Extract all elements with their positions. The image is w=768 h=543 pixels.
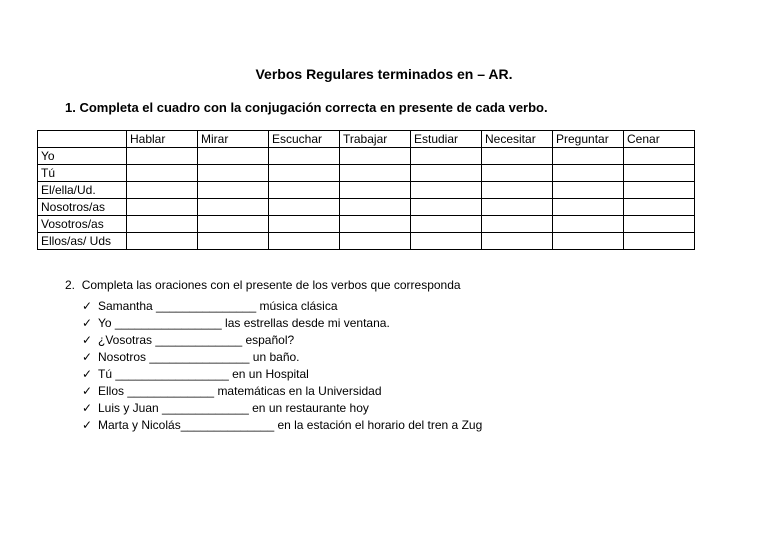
answer-cell[interactable] <box>411 148 482 165</box>
answer-cell[interactable] <box>340 182 411 199</box>
answer-cell[interactable] <box>198 233 269 250</box>
checkmark-icon: ✓ <box>82 367 93 381</box>
checkmark-icon: ✓ <box>82 333 93 347</box>
checkmark-icon: ✓ <box>82 350 93 364</box>
question-2-text: Completa las oraciones con el presente de los verbos que corresponda <box>81 278 461 292</box>
answer-cell[interactable] <box>340 148 411 165</box>
sentence-text: Samantha _______________ música clásica <box>98 299 338 313</box>
table-body <box>38 148 695 250</box>
verb-header: Estudiar <box>411 131 482 148</box>
answer-cell[interactable] <box>624 216 695 233</box>
answer-cell[interactable] <box>482 233 553 250</box>
answer-cell[interactable] <box>340 199 411 216</box>
answer-cell[interactable] <box>198 199 269 216</box>
answer-cell[interactable] <box>411 182 482 199</box>
answer-cell[interactable] <box>553 216 624 233</box>
sentence-text: ¿Vosotras _____________ español? <box>98 333 295 347</box>
answer-cell[interactable] <box>340 165 411 182</box>
answer-cell[interactable] <box>482 182 553 199</box>
answer-cell[interactable] <box>624 165 695 182</box>
answer-cell[interactable] <box>411 199 482 216</box>
checkmark-icon: ✓ <box>82 316 93 330</box>
answer-cell[interactable] <box>553 148 624 165</box>
sentence-text: Yo ________________ las estrellas desde mi ventana. <box>98 316 390 330</box>
answer-cell[interactable] <box>624 199 695 216</box>
sentence-list <box>82 298 482 434</box>
pronoun-cell: Nosotros/as <box>38 199 127 216</box>
list-item <box>82 400 482 417</box>
answer-cell[interactable] <box>127 165 198 182</box>
answer-cell[interactable] <box>553 182 624 199</box>
sentence-text: Luis y Juan _____________ en un restaurante hoy <box>98 401 369 415</box>
table-row <box>38 148 695 165</box>
answer-cell[interactable] <box>482 165 553 182</box>
verb-header: Hablar <box>127 131 198 148</box>
question-2 <box>65 278 461 292</box>
table-row <box>38 182 695 199</box>
table-header-row <box>38 131 695 148</box>
pronoun-cell: Vosotros/as <box>38 216 127 233</box>
answer-cell[interactable] <box>624 182 695 199</box>
table-row <box>38 199 695 216</box>
worksheet-title: Verbos Regulares terminados en – AR. <box>255 66 513 82</box>
answer-cell[interactable] <box>269 182 340 199</box>
verb-header: Preguntar <box>553 131 624 148</box>
list-item <box>82 332 482 349</box>
answer-cell[interactable] <box>340 216 411 233</box>
question-2-number: 2. <box>65 278 76 292</box>
answer-cell[interactable] <box>127 216 198 233</box>
verb-header: Trabajar <box>340 131 411 148</box>
list-item <box>82 366 482 383</box>
pronoun-cell: Ellos/as/ Uds <box>38 233 127 250</box>
checkmark-icon: ✓ <box>82 418 93 432</box>
sentence-text: Ellos _____________ matemáticas en la Universidad <box>98 384 382 398</box>
answer-cell[interactable] <box>198 148 269 165</box>
answer-cell[interactable] <box>482 148 553 165</box>
answer-cell[interactable] <box>411 216 482 233</box>
corner-cell <box>38 131 127 148</box>
answer-cell[interactable] <box>269 216 340 233</box>
list-item <box>82 383 482 400</box>
answer-cell[interactable] <box>411 165 482 182</box>
sentence-text: Marta y Nicolás______________ en la estación el horario del tren a Zug <box>98 418 483 432</box>
answer-cell[interactable] <box>127 199 198 216</box>
answer-cell[interactable] <box>198 182 269 199</box>
table-row <box>38 233 695 250</box>
conjugation-table <box>37 130 695 250</box>
checkmark-icon: ✓ <box>82 401 93 415</box>
list-item <box>82 349 482 366</box>
answer-cell[interactable] <box>482 199 553 216</box>
answer-cell[interactable] <box>198 165 269 182</box>
pronoun-cell: El/ella/Ud. <box>38 182 127 199</box>
pronoun-cell: Yo <box>38 148 127 165</box>
table-row <box>38 216 695 233</box>
answer-cell[interactable] <box>553 165 624 182</box>
answer-cell[interactable] <box>411 233 482 250</box>
checkmark-icon: ✓ <box>82 384 93 398</box>
answer-cell[interactable] <box>269 165 340 182</box>
answer-cell[interactable] <box>482 216 553 233</box>
sentence-text: Tú _________________ en un Hospital <box>98 367 309 381</box>
answer-cell[interactable] <box>553 233 624 250</box>
table-row <box>38 165 695 182</box>
list-item <box>82 315 482 332</box>
answer-cell[interactable] <box>127 148 198 165</box>
answer-cell[interactable] <box>553 199 624 216</box>
answer-cell[interactable] <box>269 199 340 216</box>
verb-header: Mirar <box>198 131 269 148</box>
answer-cell[interactable] <box>269 148 340 165</box>
verb-header: Escuchar <box>269 131 340 148</box>
answer-cell[interactable] <box>269 233 340 250</box>
verb-header: Necesitar <box>482 131 553 148</box>
list-item <box>82 417 482 434</box>
question-1-number: 1. <box>65 100 76 115</box>
answer-cell[interactable] <box>127 233 198 250</box>
question-1-text: Completa el cuadro con la conjugación correcta en presente de cada verbo. <box>79 100 548 115</box>
sentence-text: Nosotros _______________ un baño. <box>98 350 300 364</box>
answer-cell[interactable] <box>127 182 198 199</box>
list-item <box>82 298 482 315</box>
verb-header: Cenar <box>624 131 695 148</box>
checkmark-icon: ✓ <box>82 299 93 313</box>
answer-cell[interactable] <box>198 216 269 233</box>
answer-cell[interactable] <box>624 233 695 250</box>
pronoun-cell: Tú <box>38 165 127 182</box>
question-1 <box>65 100 548 115</box>
answer-cell[interactable] <box>340 233 411 250</box>
answer-cell[interactable] <box>624 148 695 165</box>
